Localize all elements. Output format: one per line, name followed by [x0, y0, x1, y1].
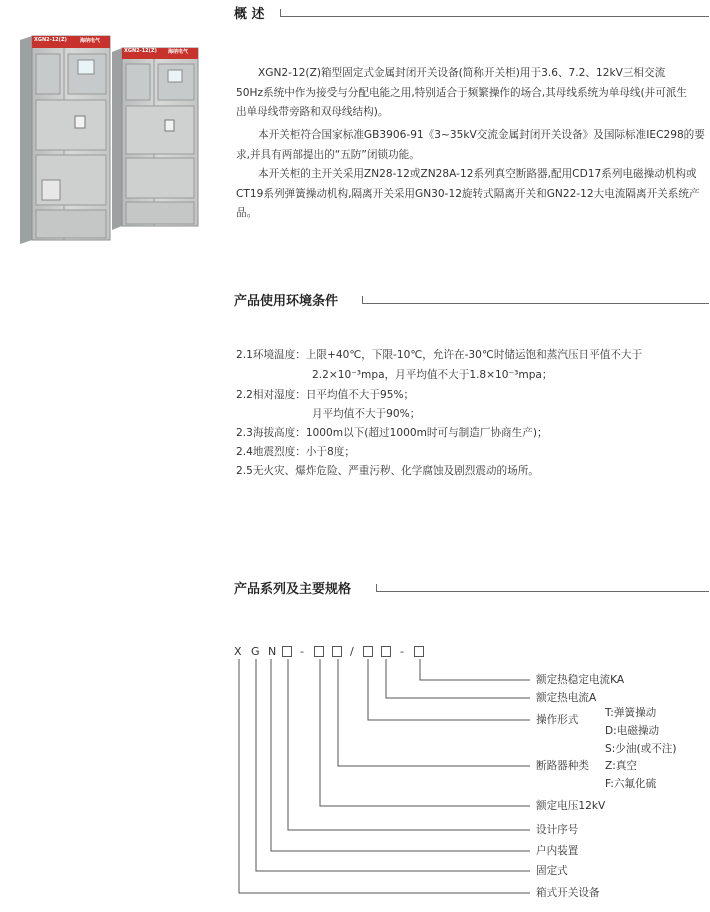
overview-paragraph-3: 本开关柜的主开关采用ZN28-12或ZN28A-12系列真空断路器,配用CD17系列电磁操动机构或CT19系列弹簧操动机构,隔离开关采用GN30-12旋转式隔离开关和GN22-12大电流隔离开关系统产品。	[236, 168, 700, 219]
model-char-g: G	[251, 645, 260, 658]
label-op-electromagnetic: D:电磁操动	[605, 725, 660, 737]
label-fixed: 固定式	[536, 865, 568, 877]
env-line-humidity-day: 2.2相对湿度：日平均值不大于95%；	[236, 389, 415, 401]
model-char-dash-2: -	[400, 645, 404, 658]
label-indoor: 户内装置	[536, 845, 579, 857]
env-line-seismic: 2.4地震烈度：小于8度；	[236, 446, 355, 458]
env-line-site: 2.5无火灾、爆炸危险、严重污秽、化学腐蚀及剧烈震动的场所。	[236, 465, 539, 477]
cabinet-label-right: XGN2-12(Z)	[124, 48, 157, 54]
label-thermal-stable-current: 额定热稳定电流KA	[536, 674, 625, 686]
env-line-pressure: 2.2×10⁻³mpa，月平均值不大于1.8×10⁻³mpa；	[312, 369, 553, 381]
env-line-altitude: 2.3海拔高度：1000m以下(超过1000m时可与制造厂协商生产)；	[236, 427, 548, 439]
model-char-dash-1: -	[300, 645, 304, 658]
label-breaker-sf6: F:六氟化硫	[605, 778, 657, 790]
model-char-n: N	[268, 645, 277, 658]
label-breaker-type: 断路器种类	[536, 760, 589, 772]
overview-heading: 概 述	[234, 7, 265, 22]
overview-paragraph-2: 本开关柜符合国家标准GB3906-91《3~35kV交流金属封闭开关设备》及国际标准IEC298的要求,并具有两部提出的“五防”闭锁功能。	[236, 129, 705, 161]
label-breaker-vacuum: Z:真空	[605, 760, 638, 772]
env-line-temperature: 2.1环境温度：上限+40℃，下限-10℃，允许在-30℃时储运饱和蒸汽压日平值不大于	[236, 349, 643, 361]
model-char-x: X	[234, 645, 242, 658]
label-design-no: 设计序号	[536, 824, 579, 836]
label-op-spring: T:弹簧操动	[605, 707, 657, 719]
overview-paragraph-1: XGN2-12(Z)箱型固定式金属封闭开关设备(简称开关柜)用于3.6、7.2、12kV三相交流50Hz系统中作为接受与分配电能之用,特别适合于频繁操作的场合,其母线系统为单母线(并可派生出单母线带旁路和双母线结构)。	[236, 67, 688, 118]
cabinet-brand-right: 海纳电气	[168, 49, 189, 55]
model-char-slash: /	[350, 645, 354, 658]
label-thermal-current: 额定热电流A	[536, 692, 597, 704]
series-heading: 产品系列及主要规格	[234, 582, 352, 597]
label-op-less-oil: S:少油(或不注)	[605, 743, 677, 755]
cabinet-label-left: XGN2-12(Z)	[34, 37, 67, 43]
label-rated-voltage: 额定电压12kV	[536, 800, 606, 812]
label-operation-form: 操作形式	[536, 714, 579, 726]
cabinet-brand-left: 海纳电气	[80, 38, 101, 44]
label-box-switchgear: 箱式开关设备	[536, 887, 600, 899]
env-line-humidity-month: 月平均值不大于90%；	[312, 408, 421, 420]
environment-heading: 产品使用环境条件	[234, 294, 339, 309]
